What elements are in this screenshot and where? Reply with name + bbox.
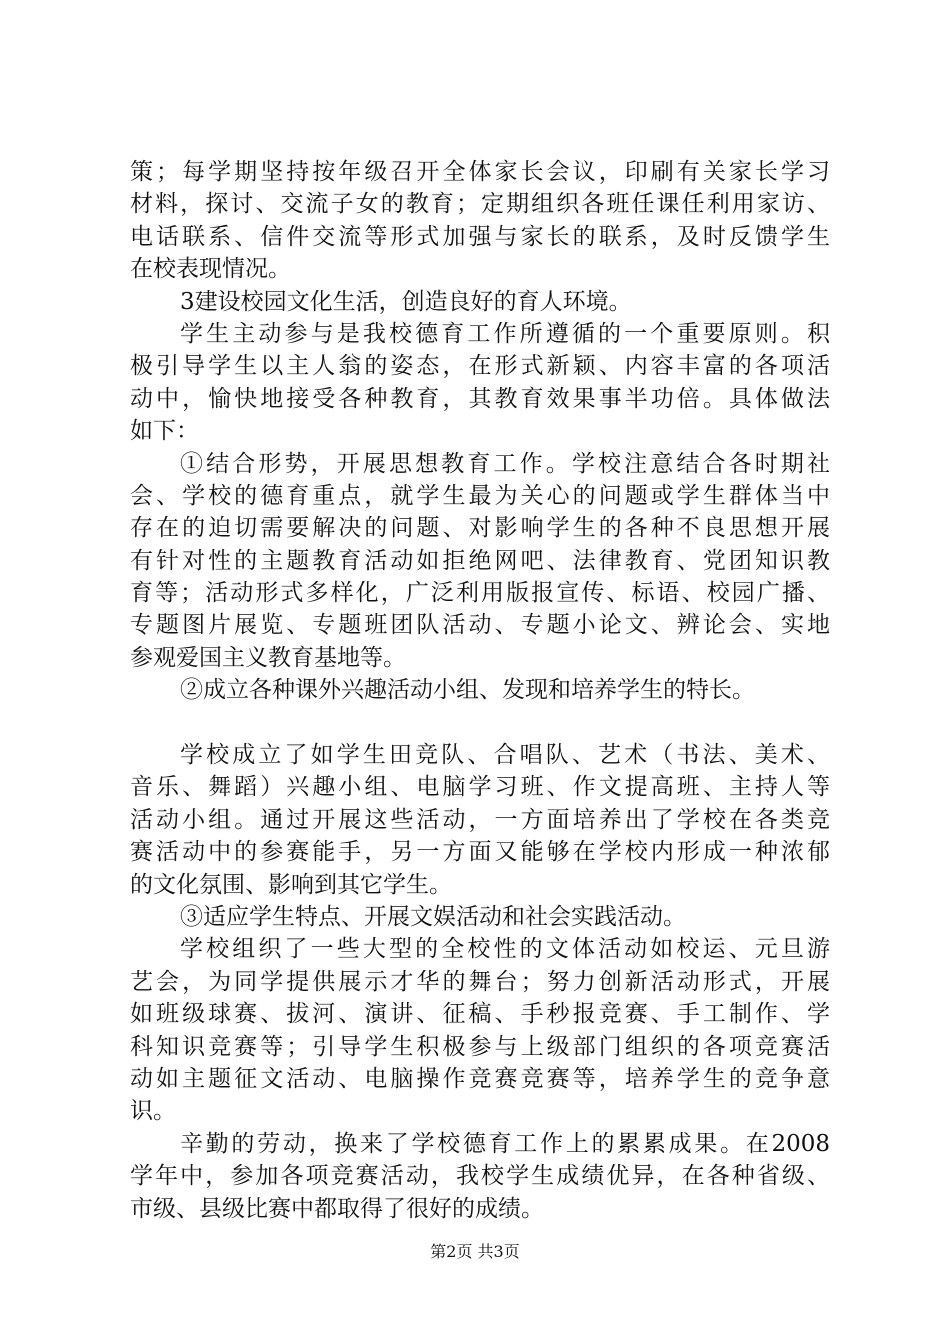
list-item-heading: ②成立各种课外兴趣活动小组、发现和培养学生的特长。 bbox=[180, 677, 755, 704]
text-line: 市级、县级比赛中都取得了很好的成绩。 bbox=[130, 1195, 544, 1222]
page-number-footer: 第2页 共3页 bbox=[430, 1242, 520, 1261]
text-line: 学年中，参加各项竞赛活动，我校学生成绩优异，在各种省级、 bbox=[130, 1163, 830, 1190]
text-line: 艺会，为同学提供展示才华的舞台；努力创新活动形式，开展 bbox=[130, 968, 830, 995]
document-body bbox=[130, 156, 830, 1225]
paragraph-gap bbox=[130, 707, 830, 739]
text-line: 在校表现情况。 bbox=[130, 256, 291, 283]
text-line: 专题图片展览、专题班团队活动、专题小论文、辨论会、实地 bbox=[130, 612, 830, 639]
text-line: 极引导学生以主人翁的姿态，在形式新颖、内容丰富的各项活 bbox=[130, 353, 830, 380]
text-line: 材料，探讨、交流子女的教育；定期组织各班任课任利用家访、 bbox=[130, 191, 830, 218]
text-line: 育等；活动形式多样化，广泛利用版报宣传、标语、校园广播、 bbox=[130, 580, 830, 607]
text-line: 有针对性的主题教育活动如拒绝网吧、法律教育、党团知识教 bbox=[130, 547, 830, 574]
text-line: 学校组织了一些大型的全校性的文体活动如校运、元旦游 bbox=[180, 936, 830, 963]
text-line: 动中，愉快地接受各种教育，其教育效果事半功倍。具体做法 bbox=[130, 385, 830, 412]
text-line: 学校成立了如学生田竞队、合唱队、艺术（书法、美术、 bbox=[180, 742, 830, 769]
text-line: 如班级球赛、拔河、演讲、征稿、手秒报竞赛、手工制作、学 bbox=[130, 1001, 830, 1028]
text-line: 识。 bbox=[130, 1098, 176, 1125]
text-line: 赛活动中的参赛能手，另一方面又能够在学校内形成一种浓郁 bbox=[130, 839, 830, 866]
text-line: 活动小组。通过开展这些活动，一方面培养出了学校在各类竞 bbox=[130, 806, 830, 833]
text-line: 辛勤的劳动，换来了学校德育工作上的累累成果。在2008 bbox=[180, 1130, 830, 1157]
text-line: 科知识竞赛等；引导学生积极参与上级部门组织的各项竞赛活 bbox=[130, 1033, 830, 1060]
text-line: 音乐、舞蹈）兴趣小组、电脑学习班、作文提高班、主持人等 bbox=[130, 774, 830, 801]
text-line: 的文化氛围、影响到其它学生。 bbox=[130, 871, 452, 898]
list-item-heading: ①结合形势，开展思想教育工作。学校注意结合各时期社 bbox=[180, 450, 830, 477]
section-heading: 3建设校园文化生活，创造良好的育人环境。 bbox=[180, 288, 632, 315]
text-line: 学生主动参与是我校德育工作所遵循的一个重要原则。积 bbox=[180, 320, 830, 347]
text-line: 电话联系、信件交流等形式加强与家长的联系，及时反馈学生 bbox=[130, 223, 830, 250]
text-line: 存在的迫切需要解决的问题、对影响学生的各种不良思想开展 bbox=[130, 515, 830, 542]
text-line: 动如主题征文活动、电脑操作竞赛竞赛等，培养学生的竞争意 bbox=[130, 1065, 830, 1092]
text-line: 会、学校的德育重点，就学生最为关心的问题或学生群体当中 bbox=[130, 482, 830, 509]
text-line: 策；每学期坚持按年级召开全体家长会议，印刷有关家长学习 bbox=[130, 159, 830, 185]
text-line: 如下： bbox=[130, 418, 199, 445]
text-line: 参观爱国主义教育基地等。 bbox=[130, 644, 406, 671]
list-item-heading: ③适应学生特点、开展文娱活动和社会实践活动。 bbox=[180, 903, 686, 930]
